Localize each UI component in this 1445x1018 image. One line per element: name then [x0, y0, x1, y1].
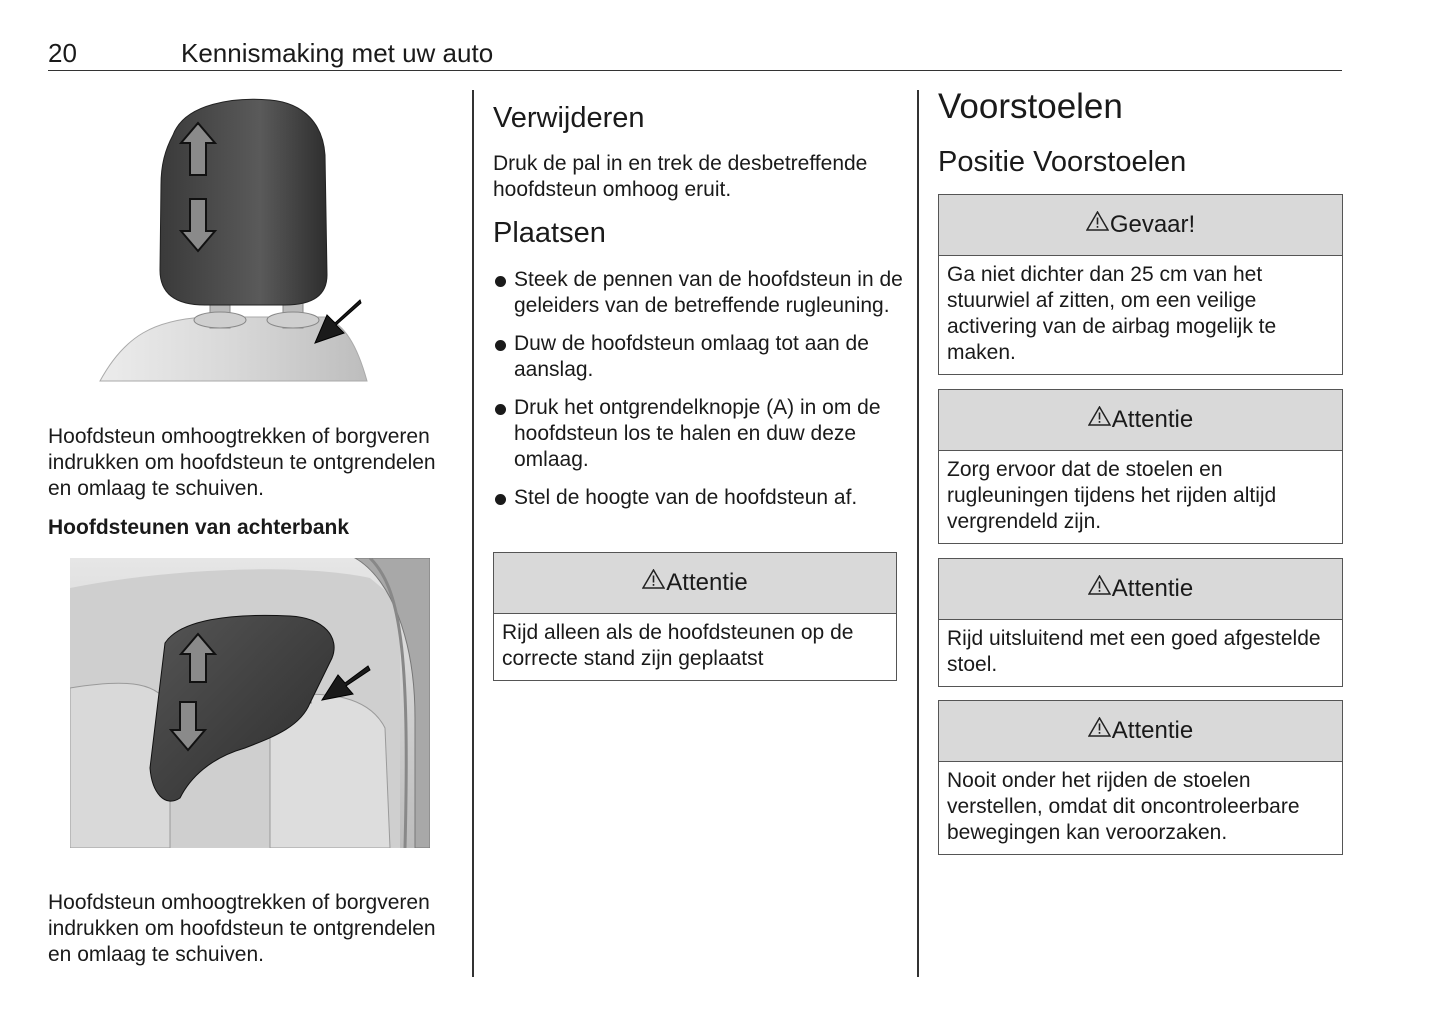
section-subheading: Positie Voorstoelen [938, 146, 1187, 178]
bullet-icon [495, 404, 506, 415]
warning-box [938, 700, 1343, 855]
warning-box [938, 558, 1343, 687]
warning-text: Rijd uitsluitend met een goed afgestelde stoel. [947, 627, 1321, 676]
warning-title: Attentie [1111, 575, 1194, 602]
caption-rear-headrest: Hoofdsteun omhoogtrekken of borgveren indrukken om hoofdsteun te ontgrendelen en omlaag te schuiven. [48, 891, 436, 966]
warning-title: Attentie [1111, 406, 1194, 433]
warning-triangle-icon [1086, 211, 1109, 231]
page-header [48, 38, 1342, 71]
warning-text: Nooit onder het rijden de stoelen verstellen, omdat dit oncontroleerbare bewegingen kan veroorzaken. [947, 769, 1300, 844]
warning-text: Rijd alleen als de hoofdsteunen op de correcte stand zijn geplaatst [502, 621, 854, 670]
front-headrest-illustration [95, 95, 385, 383]
install-heading: Plaatsen [493, 217, 606, 249]
warning-box [938, 389, 1343, 544]
chapter-title: Kennismaking met uw auto [181, 38, 494, 68]
page-number: 20 [48, 38, 77, 68]
warning-header [939, 701, 1342, 762]
warning-triangle-icon [1088, 717, 1111, 737]
warning-header [494, 553, 896, 614]
warning-title: Gevaar! [1109, 211, 1196, 238]
warning-triangle-icon [1088, 406, 1111, 426]
section-heading: Voorstoelen [938, 87, 1123, 126]
list-item: Duw de hoofdsteun omlaag tot aan de aanslag. [493, 331, 903, 383]
danger-box [938, 194, 1343, 375]
caption-front-headrest: Hoofdsteun omhoogtrekken of borgveren indrukken om hoofdsteun te ontgrendelen en omlaag te schuiven. [48, 425, 436, 500]
warning-title: Attentie [1111, 717, 1194, 744]
warning-triangle-icon [642, 569, 665, 589]
warning-text: Ga niet dichter dan 25 cm van het stuurwiel af zitten, om een veilige activering van de airbag mogelijk te maken. [947, 263, 1277, 364]
bullet-icon [495, 276, 506, 287]
warning-header [939, 195, 1342, 256]
remove-instructions: Druk de pal in en trek de desbetreffende hoofdsteun omhoog eruit. [493, 152, 868, 201]
list-item: Druk het ontgrendelknopje (A) in om de hoofdsteun los te halen en duw deze omlaag. [493, 395, 903, 473]
list-item: Stel de hoogte van de hoofdsteun af. [493, 485, 903, 511]
warning-header [939, 559, 1342, 620]
install-steps-list [493, 267, 903, 523]
warning-title: Attentie [666, 569, 748, 596]
remove-heading: Verwijderen [493, 102, 645, 134]
warning-text: Zorg ervoor dat de stoelen en rugleuningen tijdens het rijden altijd vergrendeld zijn. [947, 458, 1277, 533]
column-divider [472, 90, 474, 977]
bullet-icon [495, 494, 506, 505]
column-divider [917, 90, 919, 977]
rear-headrests-subheading: Hoofdsteunen van achterbank [48, 516, 350, 539]
bullet-icon [495, 340, 506, 351]
list-item: Steek de pennen van de hoofdsteun in de geleiders van de betreffende rugleuning. [493, 267, 903, 319]
warning-header [939, 390, 1342, 451]
rear-headrest-illustration [70, 558, 430, 848]
warning-triangle-icon [1088, 575, 1111, 595]
warning-box-headrests [493, 552, 897, 681]
